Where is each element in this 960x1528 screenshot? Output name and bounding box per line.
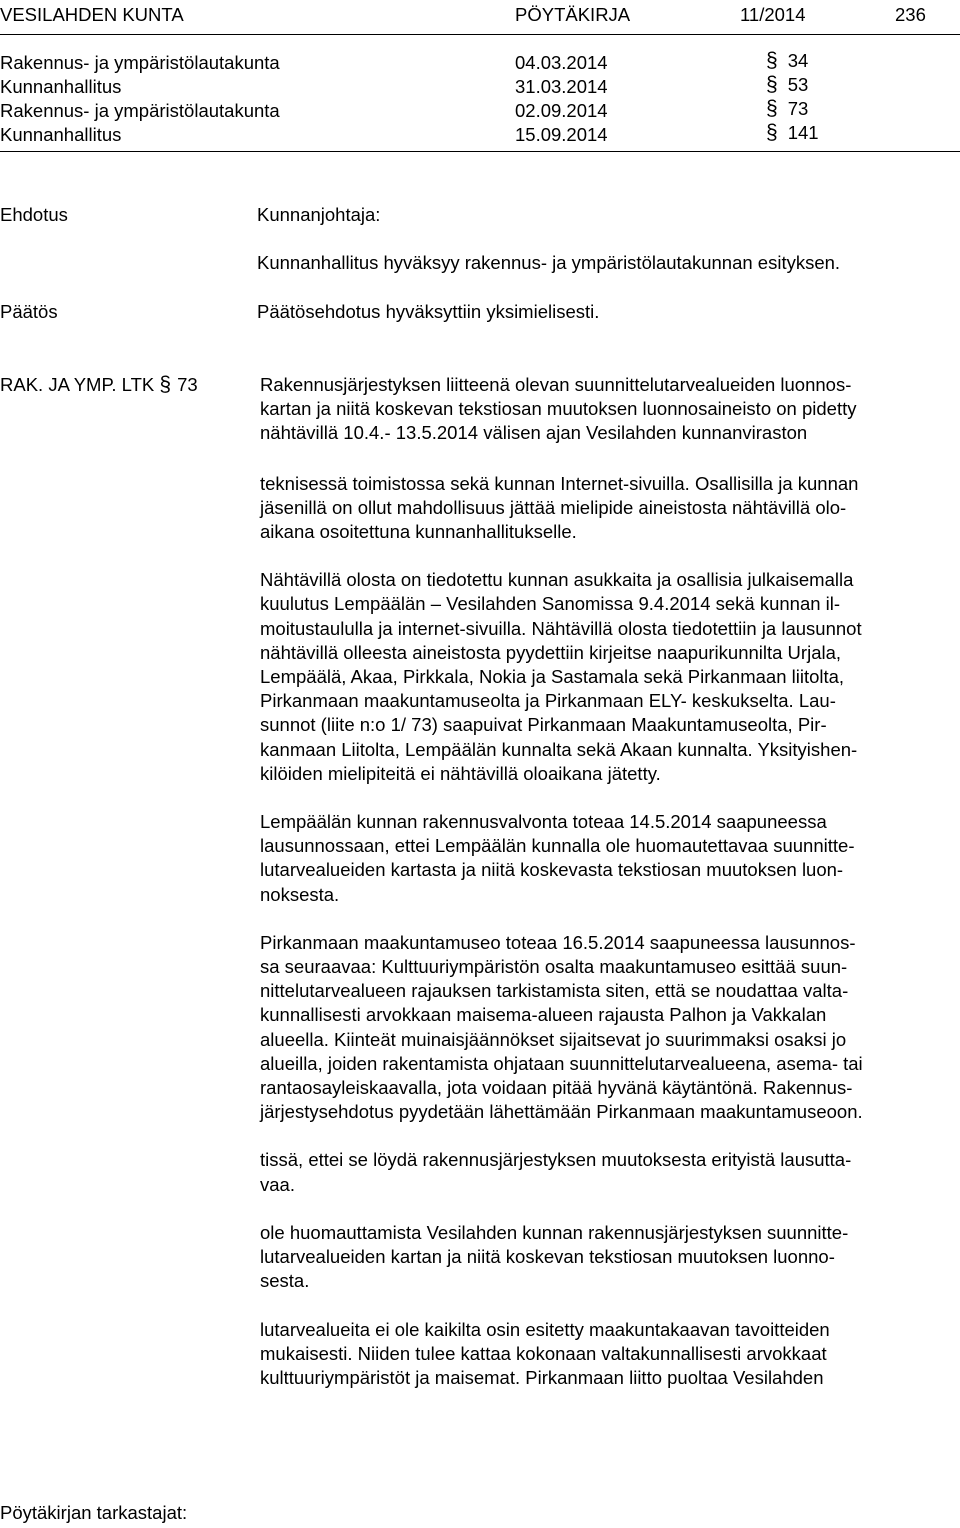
page-number: 236 [895, 4, 926, 25]
committee-name: RAK. JA YMP. LTK [0, 374, 155, 395]
body-line: teknisessä toimistossa sekä kunnan Internet-sivuilla. Osallisilla ja kunnan [260, 472, 859, 494]
body-line: Lempäälä, Akaa, Pirkkala, Nokia ja Sastamala sekä Pirkanmaan liitolta, [260, 666, 845, 688]
section-sign: § [159, 373, 172, 396]
committee-label [0, 374, 198, 396]
municipality-name: VESILAHDEN KUNTA [0, 4, 184, 25]
document-type: PÖYTÄKIRJA [515, 4, 631, 25]
section-sign: § [766, 73, 778, 96]
proposal-text: Kunnanhallitus hyväksyy rakennus- ja ympäristölautakunnan esityksen. [257, 252, 841, 273]
body-line: kunnallisesti arvokkaan maisema-alueen rajausta Palhon ja Vakkalan [260, 1004, 827, 1026]
body-line: kilöiden mielipiteitä ei nähtävillä oloaikana jätetty. [260, 762, 661, 784]
proposer: Kunnanjohtaja: [257, 204, 381, 225]
history-section: 34 [787, 50, 809, 71]
body-line: nähtävillä 10.4.- 13.5.2014 välisen ajan Vesilahden kunnanviraston [260, 422, 808, 444]
history-section: 73 [787, 98, 809, 119]
body-line: Nähtävillä olosta on tiedotettu kunnan asukkaita ja osallisia julkaisemalla [260, 569, 854, 591]
body-line: jäsenillä on ollut mahdollisuus jättää mielipide aineistosta nähtävillä olo- [260, 496, 847, 518]
history-date: 31.03.2014 [515, 76, 608, 97]
history-section: 141 [787, 122, 819, 143]
body-line: vaa. [260, 1173, 295, 1195]
body-line: järjestysehdotus pyydetään lähettämään Pirkanmaan maakuntamuseoon. [260, 1101, 863, 1123]
body-line: moitustaululla ja internet-sivuilla. Nähtävillä olosta tiedotettiin ja lausunnot [260, 617, 862, 639]
header-divider [0, 34, 960, 35]
history-body: Kunnanhallitus [0, 124, 122, 145]
body-line: aikana osoitettuna kunnanhallitukselle. [260, 521, 577, 543]
body-line: alueilla, joiden rakentamista ohjataan suunnittelutarvealueena, asema- tai [260, 1052, 863, 1074]
section-sign: § [766, 49, 778, 72]
body-line: Pirkanmaan maakuntamuseolta ja Pirkanmaan ELY- keskukselta. Lau- [260, 690, 836, 712]
section-sign: § [766, 121, 778, 144]
body-line: sunnot (liite n:o 1/ 73) saapuivat Pirkanmaan Maakuntamuseolta, Pir- [260, 714, 827, 736]
body-line: lutarvealueiden kartan ja niitä koskevan tekstiosan muutoksen luonno- [260, 1246, 835, 1268]
body-line: kulttuuriympäristöt ja maisemat. Pirkanmaan liitto puoltaa Vesilahden [260, 1366, 824, 1388]
history-date: 04.03.2014 [515, 52, 608, 73]
history-body: Rakennus- ja ympäristölautakunta [0, 52, 280, 73]
history-body: Rakennus- ja ympäristölautakunta [0, 100, 280, 121]
body-line: lutarvealueita ei ole kaikilta osin esitetty maakuntakaavan tavoitteiden [260, 1318, 830, 1340]
body-line: nittelutarvealueen rajauksen tarkistamista siten, että se noudattaa valta- [260, 980, 849, 1002]
body-line: kartan ja niitä koskevan tekstiosan muutoksen luonnosaineisto on pidetty [260, 398, 857, 420]
history-section: 53 [787, 74, 809, 95]
proposal-label: Ehdotus [0, 204, 68, 225]
meeting-number: 11/2014 [740, 4, 806, 25]
decision-label: Päätös [0, 301, 58, 322]
body-line: sa seuraavaa: Kulttuuriympäristön osalta maakuntamuseo esittää suun- [260, 956, 848, 978]
body-line: nähtävillä olleesta aineistosta pyydettiin kirjeitse naapurikunnilta Urjala, [260, 641, 842, 663]
body-line: rantaosayleiskaavalla, jota voidaan pitää hyvänä käytäntönä. Rakennus- [260, 1077, 853, 1099]
body-line: mukaisesti. Niiden tulee kattaa kokonaan valtakunnallisesti arvokkaat [260, 1342, 827, 1364]
body-line: kanmaan Liitolta, Lempäälän kunnalta sekä Akaan kunnalta. Yksityishen- [260, 738, 858, 760]
decision-text: Päätösehdotus hyväksyttiin yksimielisesti. [257, 301, 600, 322]
history-date: 02.09.2014 [515, 100, 608, 121]
body-line: Lempäälän kunnan rakennusvalvonta toteaa 14.5.2014 saapuneessa [260, 811, 827, 833]
committee-section: 73 [177, 374, 198, 395]
body-line: alueella. Kiinteät muinaisjäännökset sijaitsevat jo suurimmaksi osaksi jo [260, 1028, 847, 1050]
body-line: kuulutus Lempäälän – Vesilahden Sanomissa 9.4.2014 sekä kunnan il- [260, 593, 841, 615]
body-line: lutarvealueiden kartasta ja niitä koskevasta tekstiosan muutoksen luon- [260, 859, 844, 881]
body-line: Pirkanmaan maakuntamuseo toteaa 16.5.2014 saapuneessa lausunnos- [260, 931, 856, 953]
reviewers-label: Pöytäkirjan tarkastajat: [0, 1502, 188, 1523]
body-line: tissä, ettei se löydä rakennusjärjestyksen muutoksesta erityistä lausutta- [260, 1149, 852, 1171]
history-divider [0, 151, 960, 152]
body-line: ole huomauttamista Vesilahden kunnan rakennusjärjestyksen suunnitte- [260, 1221, 849, 1243]
body-line: noksesta. [260, 883, 340, 905]
body-line: Rakennusjärjestyksen liitteenä olevan suunnittelutarvealueiden luonnos- [260, 374, 852, 395]
history-body: Kunnanhallitus [0, 76, 122, 97]
body-line: lausunnossaan, ettei Lempäälän kunnalla ole huomautettavaa suunnitte- [260, 835, 855, 857]
history-date: 15.09.2014 [515, 124, 608, 145]
section-sign: § [766, 97, 778, 120]
committee-body [260, 373, 960, 1390]
body-line: sesta. [260, 1270, 310, 1292]
